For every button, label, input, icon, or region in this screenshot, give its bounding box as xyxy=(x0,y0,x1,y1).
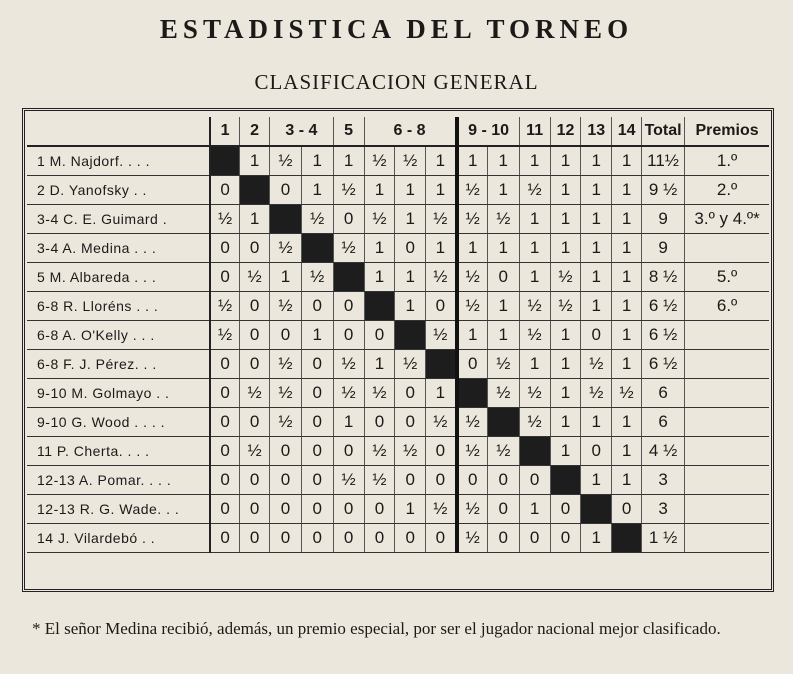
result-cell: ½ xyxy=(426,263,457,292)
result-cell: 0 xyxy=(210,408,240,437)
result-cell: 1 xyxy=(487,146,519,176)
result-cell: 0 xyxy=(487,495,519,524)
result-cell: ½ xyxy=(612,379,642,408)
player-name: 3-4 C. E. Guimard . xyxy=(27,205,210,234)
result-cell: 0 xyxy=(210,437,240,466)
result-cell: ½ xyxy=(333,466,364,495)
result-cell: 0 xyxy=(487,524,519,553)
result-cell: 0 xyxy=(395,466,426,495)
result-cell: 1 xyxy=(395,495,426,524)
result-cell: ½ xyxy=(270,146,302,176)
header-row xyxy=(27,117,769,146)
result-cell: 1 xyxy=(612,292,642,321)
result-cell: ½ xyxy=(270,408,302,437)
result-cell: ½ xyxy=(210,292,240,321)
result-cell: 1 xyxy=(395,292,426,321)
result-cell: ½ xyxy=(457,524,488,553)
prize-cell xyxy=(685,379,769,408)
self-cell xyxy=(519,437,550,466)
result-cell: 1 xyxy=(612,408,642,437)
total-cell: 9 xyxy=(642,234,685,263)
self-cell xyxy=(612,524,642,553)
result-cell: ½ xyxy=(364,466,395,495)
prize-header: Premios xyxy=(685,117,769,146)
result-cell: 1 xyxy=(426,234,457,263)
player-name: 9-10 M. Golmayo . . xyxy=(27,379,210,408)
player-name: 6-8 A. O'Kelly . . . xyxy=(27,321,210,350)
result-cell: 1 xyxy=(581,205,612,234)
result-cell: 1 xyxy=(395,263,426,292)
result-cell: ½ xyxy=(333,379,364,408)
table-row xyxy=(27,350,769,379)
result-cell: 1 xyxy=(612,466,642,495)
result-cell: ½ xyxy=(457,292,488,321)
result-cell: 1 xyxy=(457,234,488,263)
prize-cell: 5.º xyxy=(685,263,769,292)
result-cell: ½ xyxy=(426,408,457,437)
player-name: 12-13 R. G. Wade. . . xyxy=(27,495,210,524)
player-name: 3-4 A. Medina . . . xyxy=(27,234,210,263)
result-cell: 1 xyxy=(550,379,581,408)
result-cell: 0 xyxy=(210,234,240,263)
result-cell: ½ xyxy=(333,234,364,263)
result-cell: 0 xyxy=(270,466,302,495)
result-cell: ½ xyxy=(487,205,519,234)
result-cell: ½ xyxy=(270,292,302,321)
result-cell: ½ xyxy=(395,437,426,466)
result-cell: ½ xyxy=(550,263,581,292)
result-cell: 1 xyxy=(270,263,302,292)
footnote: * El señor Medina recibió, además, un premio especial, por ser el jugador nacional mejor clasificado. xyxy=(32,619,721,638)
result-cell: 0 xyxy=(333,292,364,321)
result-cell: 1 xyxy=(612,234,642,263)
result-cell: 1 xyxy=(519,234,550,263)
result-cell: 1 xyxy=(612,437,642,466)
self-cell xyxy=(210,146,240,176)
result-cell: ½ xyxy=(487,379,519,408)
result-cell: 0 xyxy=(301,437,333,466)
player-name: 6-8 F. J. Pérez. . . xyxy=(27,350,210,379)
result-cell: ½ xyxy=(550,292,581,321)
total-cell: 9 xyxy=(642,205,685,234)
result-cell: ½ xyxy=(395,350,426,379)
prize-cell xyxy=(685,321,769,350)
page-subtitle: CLASIFICACION GENERAL xyxy=(254,70,539,94)
player-name: 12-13 A. Pomar. . . . xyxy=(27,466,210,495)
result-cell: ½ xyxy=(301,263,333,292)
result-cell: 1 xyxy=(550,350,581,379)
result-cell: 0 xyxy=(301,524,333,553)
self-cell xyxy=(301,234,333,263)
self-cell xyxy=(395,321,426,350)
result-cell: 0 xyxy=(612,495,642,524)
result-cell: 0 xyxy=(240,408,270,437)
total-cell: 1 ½ xyxy=(642,524,685,553)
result-cell: 1 xyxy=(426,146,457,176)
result-cell: 1 xyxy=(612,205,642,234)
result-cell: 0 xyxy=(519,524,550,553)
result-cell: 1 xyxy=(581,408,612,437)
self-cell xyxy=(487,408,519,437)
result-cell: 0 xyxy=(550,495,581,524)
result-cell: ½ xyxy=(457,176,488,205)
result-cell: 1 xyxy=(395,205,426,234)
result-cell: ½ xyxy=(519,292,550,321)
prize-cell xyxy=(685,408,769,437)
result-cell: ½ xyxy=(270,379,302,408)
result-cell: 0 xyxy=(333,437,364,466)
prize-cell xyxy=(685,495,769,524)
result-cell: ½ xyxy=(270,234,302,263)
result-cell: ½ xyxy=(333,350,364,379)
result-cell: 1 xyxy=(550,146,581,176)
result-cell: 1 xyxy=(364,234,395,263)
self-cell xyxy=(240,176,270,205)
result-cell: 1 xyxy=(550,437,581,466)
table-row xyxy=(27,524,769,553)
self-cell xyxy=(333,263,364,292)
col-header: 14 xyxy=(612,117,642,146)
page-title: ESTADISTICA DEL TORNEO xyxy=(159,14,634,44)
result-cell: 0 xyxy=(364,495,395,524)
result-cell: 0 xyxy=(333,524,364,553)
result-cell: 1 xyxy=(612,263,642,292)
result-cell: ½ xyxy=(457,263,488,292)
result-cell: ½ xyxy=(426,205,457,234)
player-name: 14 J. Vilardebó . . xyxy=(27,524,210,553)
total-cell: 8 ½ xyxy=(642,263,685,292)
result-cell: 1 xyxy=(301,176,333,205)
result-cell: 0 xyxy=(210,466,240,495)
result-cell: 0 xyxy=(395,408,426,437)
table-row xyxy=(27,234,769,263)
total-cell: 9 ½ xyxy=(642,176,685,205)
result-cell: ½ xyxy=(395,146,426,176)
result-cell: 1 xyxy=(581,292,612,321)
player-name: 6-8 R. Lloréns . . . xyxy=(27,292,210,321)
result-cell: ½ xyxy=(581,350,612,379)
self-cell xyxy=(270,205,302,234)
result-cell: 0 xyxy=(301,495,333,524)
total-cell: 6 xyxy=(642,408,685,437)
result-cell: 1 xyxy=(519,495,550,524)
result-cell: 0 xyxy=(210,379,240,408)
result-cell: 0 xyxy=(301,379,333,408)
result-cell: 1 xyxy=(333,146,364,176)
total-cell: 6 ½ xyxy=(642,292,685,321)
result-cell: 0 xyxy=(426,437,457,466)
col-header: 13 xyxy=(581,117,612,146)
result-cell: 0 xyxy=(270,176,302,205)
player-name: 9-10 G. Wood . . . . xyxy=(27,408,210,437)
result-cell: 1 xyxy=(550,234,581,263)
table-row xyxy=(27,495,769,524)
result-cell: 1 xyxy=(301,146,333,176)
standings-table xyxy=(27,117,769,553)
result-cell: ½ xyxy=(487,437,519,466)
result-cell: 1 xyxy=(364,263,395,292)
result-cell: ½ xyxy=(240,379,270,408)
result-cell: 0 xyxy=(395,379,426,408)
result-cell: 1 xyxy=(426,379,457,408)
prize-cell: 2.º xyxy=(685,176,769,205)
player-name: 5 M. Albareda . . . xyxy=(27,263,210,292)
result-cell: 1 xyxy=(364,350,395,379)
result-cell: 1 xyxy=(301,321,333,350)
result-cell: 0 xyxy=(487,263,519,292)
result-cell: 1 xyxy=(550,205,581,234)
result-cell: 1 xyxy=(581,146,612,176)
total-cell: 6 ½ xyxy=(642,350,685,379)
table-row xyxy=(27,437,769,466)
result-cell: 0 xyxy=(550,524,581,553)
prize-cell xyxy=(685,234,769,263)
result-cell: ½ xyxy=(240,263,270,292)
result-cell: ½ xyxy=(364,379,395,408)
result-cell: 0 xyxy=(240,292,270,321)
corner-cell xyxy=(27,117,210,146)
result-cell: 0 xyxy=(426,292,457,321)
result-cell: 0 xyxy=(210,176,240,205)
result-cell: 0 xyxy=(581,321,612,350)
result-cell: 1 xyxy=(487,292,519,321)
prize-cell xyxy=(685,466,769,495)
self-cell xyxy=(457,379,488,408)
result-cell: 1 xyxy=(612,146,642,176)
result-cell: 0 xyxy=(240,234,270,263)
result-cell: 1 xyxy=(581,234,612,263)
table-row xyxy=(27,263,769,292)
player-name: 1 M. Najdorf. . . . xyxy=(27,146,210,176)
total-cell: 3 xyxy=(642,495,685,524)
result-cell: ½ xyxy=(457,205,488,234)
result-cell: 0 xyxy=(581,437,612,466)
self-cell xyxy=(581,495,612,524)
result-cell: 0 xyxy=(364,321,395,350)
self-cell xyxy=(426,350,457,379)
table-row xyxy=(27,146,769,176)
result-cell: 0 xyxy=(333,495,364,524)
result-cell: 1 xyxy=(240,146,270,176)
result-cell: 0 xyxy=(395,524,426,553)
result-cell: 1 xyxy=(612,321,642,350)
result-cell: 0 xyxy=(240,321,270,350)
table-row xyxy=(27,205,769,234)
result-cell: 1 xyxy=(457,321,488,350)
result-cell: ½ xyxy=(519,176,550,205)
result-cell: 0 xyxy=(270,437,302,466)
table-row xyxy=(27,379,769,408)
result-cell: 0 xyxy=(240,466,270,495)
result-cell: ½ xyxy=(240,437,270,466)
col-header: 12 xyxy=(550,117,581,146)
result-cell: ½ xyxy=(210,205,240,234)
col-header: 2 xyxy=(240,117,270,146)
result-cell: 1 xyxy=(364,176,395,205)
total-cell: 11½ xyxy=(642,146,685,176)
result-cell: ½ xyxy=(333,176,364,205)
prize-cell: 6.º xyxy=(685,292,769,321)
result-cell: 0 xyxy=(364,408,395,437)
result-cell: 1 xyxy=(519,205,550,234)
result-cell: 1 xyxy=(550,408,581,437)
total-header: Total xyxy=(642,117,685,146)
table-row xyxy=(27,408,769,437)
result-cell: 1 xyxy=(457,146,488,176)
result-cell: 0 xyxy=(333,321,364,350)
result-cell: 1 xyxy=(581,176,612,205)
result-cell: 1 xyxy=(550,321,581,350)
result-cell: 0 xyxy=(395,234,426,263)
result-cell: 0 xyxy=(301,292,333,321)
prize-cell: 3.º y 4.º* xyxy=(685,205,769,234)
prize-cell xyxy=(685,524,769,553)
result-cell: 1 xyxy=(426,176,457,205)
result-cell: 1 xyxy=(612,176,642,205)
result-cell: 0 xyxy=(210,495,240,524)
result-cell: ½ xyxy=(210,321,240,350)
total-cell: 6 ½ xyxy=(642,321,685,350)
result-cell: ½ xyxy=(457,408,488,437)
result-cell: 0 xyxy=(240,350,270,379)
result-cell: ½ xyxy=(364,146,395,176)
result-cell: ½ xyxy=(457,495,488,524)
total-cell: 6 xyxy=(642,379,685,408)
result-cell: 0 xyxy=(301,408,333,437)
result-cell: 1 xyxy=(487,234,519,263)
result-cell: ½ xyxy=(487,350,519,379)
col-header: 6 - 8 xyxy=(364,117,457,146)
prize-cell: 1.º xyxy=(685,146,769,176)
result-cell: 0 xyxy=(210,524,240,553)
total-cell: 3 xyxy=(642,466,685,495)
prize-cell xyxy=(685,350,769,379)
result-cell: 0 xyxy=(457,466,488,495)
col-header: 3 - 4 xyxy=(270,117,334,146)
table-row xyxy=(27,292,769,321)
result-cell: 0 xyxy=(426,466,457,495)
result-cell: ½ xyxy=(364,437,395,466)
prize-cell xyxy=(685,437,769,466)
player-name: 11 P. Cherta. . . . xyxy=(27,437,210,466)
result-cell: 1 xyxy=(395,176,426,205)
result-cell: ½ xyxy=(581,379,612,408)
result-cell: ½ xyxy=(519,408,550,437)
result-cell: 0 xyxy=(270,321,302,350)
result-cell: ½ xyxy=(364,205,395,234)
result-cell: 1 xyxy=(240,205,270,234)
result-cell: 0 xyxy=(210,350,240,379)
result-cell: 1 xyxy=(550,176,581,205)
result-cell: 0 xyxy=(240,495,270,524)
table-row xyxy=(27,466,769,495)
col-header: 5 xyxy=(333,117,364,146)
table-row xyxy=(27,321,769,350)
result-cell: ½ xyxy=(426,321,457,350)
result-cell: 1 xyxy=(487,176,519,205)
result-cell: ½ xyxy=(519,321,550,350)
result-cell: ½ xyxy=(301,205,333,234)
result-cell: 1 xyxy=(519,263,550,292)
result-cell: ½ xyxy=(519,379,550,408)
table-row xyxy=(27,176,769,205)
result-cell: 0 xyxy=(487,466,519,495)
result-cell: 0 xyxy=(457,350,488,379)
result-cell: ½ xyxy=(457,437,488,466)
result-cell: 0 xyxy=(364,524,395,553)
result-cell: 1 xyxy=(581,524,612,553)
result-cell: 0 xyxy=(301,350,333,379)
col-header: 1 xyxy=(210,117,240,146)
result-cell: 0 xyxy=(210,263,240,292)
self-cell xyxy=(364,292,395,321)
result-cell: ½ xyxy=(270,350,302,379)
result-cell: 0 xyxy=(519,466,550,495)
result-cell: 1 xyxy=(487,321,519,350)
result-cell: 1 xyxy=(612,350,642,379)
result-cell: 0 xyxy=(426,524,457,553)
result-cell: 0 xyxy=(270,495,302,524)
player-name: 2 D. Yanofsky . . xyxy=(27,176,210,205)
result-cell: 0 xyxy=(240,524,270,553)
result-cell: 1 xyxy=(333,408,364,437)
result-cell: 1 xyxy=(581,466,612,495)
result-cell: 0 xyxy=(301,466,333,495)
result-cell: ½ xyxy=(426,495,457,524)
col-header: 9 - 10 xyxy=(457,117,520,146)
col-header: 11 xyxy=(519,117,550,146)
result-cell: 0 xyxy=(270,524,302,553)
result-cell: 1 xyxy=(581,263,612,292)
result-cell: 1 xyxy=(519,146,550,176)
result-cell: 0 xyxy=(333,205,364,234)
total-cell: 4 ½ xyxy=(642,437,685,466)
self-cell xyxy=(550,466,581,495)
result-cell: 1 xyxy=(519,350,550,379)
